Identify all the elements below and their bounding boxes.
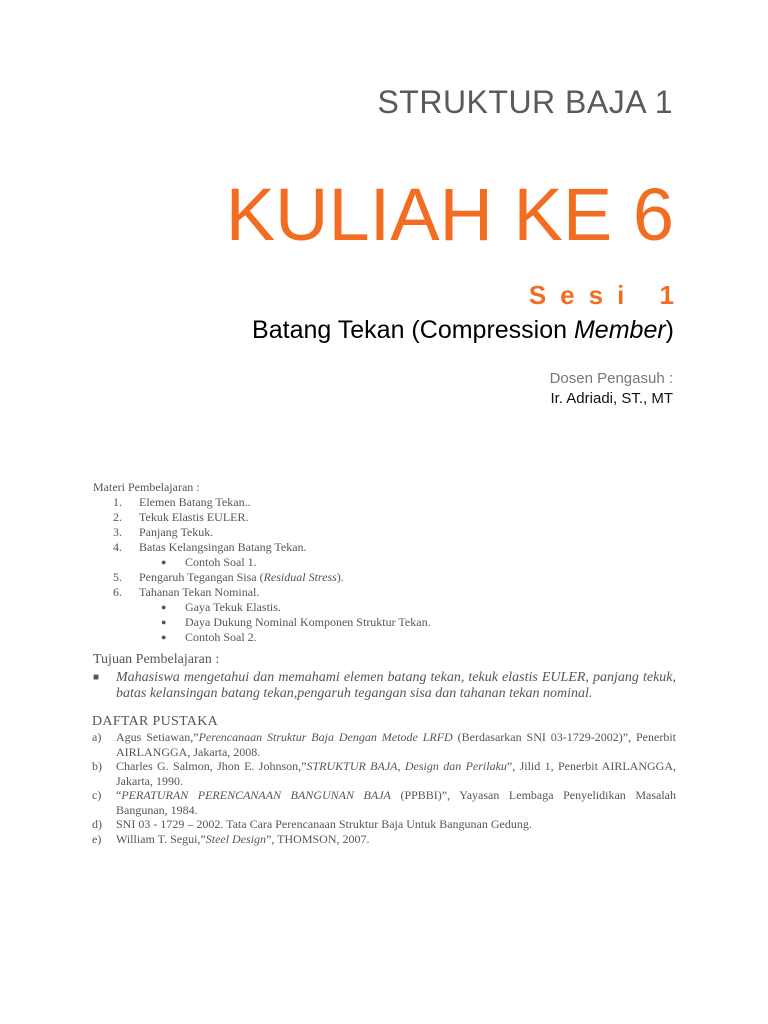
list-subitem: ● Daya Dukung Nominal Komponen Struktur Tekan. — [161, 615, 431, 629]
bullet-icon: ● — [161, 632, 167, 642]
course-title: STRUKTUR BAJA 1 — [377, 84, 673, 120]
bullet-icon: ● — [161, 557, 167, 567]
lecturer-name: Ir. Adriadi, ST., MT — [550, 390, 673, 407]
list-subitem: ● Gaya Tekuk Elastis. — [161, 600, 281, 614]
list-subitem: ● Contoh Soal 1. — [161, 555, 257, 569]
lecture-title: KULIAH KE 6 — [225, 173, 674, 256]
reference-item: a) Agus Setiawan,”Perencanaan Struktur Baja Dengan Metode LRFD (Berdasarkan SNI 03-1729-2002)”, Penerbit AIRLANGGA, Jakarta, 2008. — [92, 730, 676, 759]
reference-item: b) Charles G. Salmon, Jhon E. Johnson,”STRUKTUR BAJA, Design dan Perilaku”, Jilid 1, Penerbit AIRLANGGA, Jakarta, 1990. — [92, 759, 677, 788]
topic-main: Batang Tekan (Compression — [252, 316, 574, 344]
topic-end: ) — [665, 316, 674, 344]
topic-title — [252, 316, 674, 345]
reference-item: c) “PERATURAN PERENCANAAN BANGUNAN BAJA (PPBBI)”, Yayasan Lembaga Penyelidikan Masalah Bangunan, 1984. — [92, 788, 676, 817]
pustaka-section — [92, 713, 676, 846]
materi-section — [93, 480, 683, 645]
square-bullet-icon: ■ — [93, 672, 100, 683]
tujuan-heading: Tujuan Pembelajaran : — [93, 652, 220, 667]
tujuan-text: Mahasiswa mengetahui dan memahami elemen batang tekan, tekuk elastis EULER, panjang tekuk, batas kelansingan batang tekan,pengaruh tegangan sisa dan tahanan tekan nominal. — [116, 670, 676, 701]
lecturer-label: Dosen Pengasuh : — [549, 370, 673, 387]
list-item: 5. Pengaruh Tegangan Sisa (Residual Stress). — [113, 570, 344, 584]
list-item: 4. Batas Kelangsingan Batang Tekan. — [113, 540, 307, 554]
materi-heading: Materi Pembelajaran : — [93, 480, 200, 494]
pustaka-heading: DAFTAR PUSTAKA — [92, 714, 219, 729]
bullet-icon: ● — [161, 617, 167, 627]
list-item: 3. Panjang Tekuk. — [113, 525, 214, 539]
session-label: Sesi 1 — [528, 280, 688, 310]
list-subitem: ● Contoh Soal 2. — [161, 630, 257, 644]
reference-item: d) SNI 03 - 1729 – 2002. Tata Cara Perencanaan Struktur Baja Untuk Bangunan Gedung. — [92, 817, 532, 831]
bullet-icon: ● — [161, 602, 167, 612]
tujuan-section — [93, 652, 676, 702]
list-item: 2. Tekuk Elastis EULER. — [113, 510, 249, 524]
topic-italic: Member — [573, 316, 666, 344]
list-item — [93, 670, 676, 702]
reference-item: e) William T. Segui,”Steel Design”, THOMSON, 2007. — [92, 831, 370, 846]
list-item: 1. Elemen Batang Tekan.. — [113, 495, 251, 509]
list-item: 6. Tahanan Tekan Nominal. — [113, 585, 260, 599]
